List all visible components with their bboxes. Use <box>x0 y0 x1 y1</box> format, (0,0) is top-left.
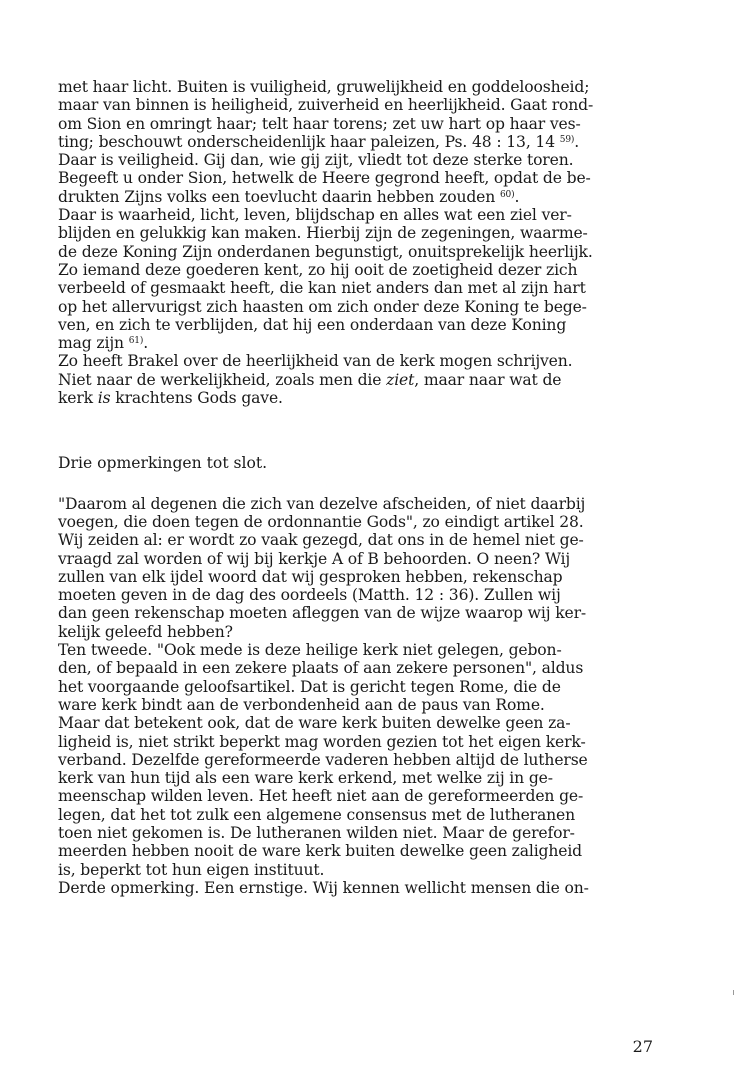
section-spacer <box>58 473 698 495</box>
footnote-ref-61: 61) <box>128 336 144 347</box>
emphasis-ziet: ziet <box>386 370 415 389</box>
text-line: verbeeld of gesmaakt heeft, die kan niet anders dan met al zijn hart <box>58 279 586 298</box>
text-line: toen niet gekomen is. De lutheranen wilden niet. Maar de gerefor- <box>58 823 575 842</box>
text-line: ven, en zich te verblijden, dat hij een onderdaan van deze Koning <box>58 315 567 334</box>
text-line: is, beperkt tot hun eigen instituut. <box>58 860 325 879</box>
text-line: zullen van elk ijdel woord dat wij gesproken hebben, rekenschap <box>58 567 563 586</box>
footnote-ref-59: 59) <box>559 134 575 145</box>
text-segment: . <box>574 132 580 151</box>
page-body <box>58 78 698 897</box>
text-line <box>58 334 698 352</box>
section-spacer <box>58 407 698 454</box>
text-line <box>58 133 698 151</box>
text-line: meerden hebben nooit de ware kerk buiten dewelke geen zaligheid <box>58 842 583 861</box>
text-segment: mag zijn <box>58 334 124 353</box>
text-line <box>58 389 698 407</box>
emphasis-is: is <box>97 389 111 408</box>
text-line: ligheid is, niet strikt beperkt mag worden gezien tot het eigen kerk- <box>58 732 586 751</box>
text-line: kerk van hun tijd als een ware kerk erkend, met welke zij in ge- <box>58 769 553 788</box>
text-segment: kerk <box>58 389 98 408</box>
text-line: blijden en gelukkig kan maken. Hierbij zijn de zegeningen, waarme- <box>58 224 588 243</box>
page-number: 27 <box>632 1037 653 1056</box>
text-segment: drukten Zijns volks een toevlucht daarin hebben zouden <box>58 187 496 206</box>
text-segment: krachtens Gods gave. <box>110 389 283 408</box>
text-segment: , maar naar wat de <box>414 370 562 389</box>
text-line: verband. Dezelfde gereformeerde vaderen hebben altijd de lutherse <box>58 750 588 769</box>
text-line: Maar dat betekent ook, dat de ware kerk buiten dewelke geen za- <box>58 714 571 733</box>
text-line: het voorgaande geloofsartikel. Dat is gericht tegen Rome, die de <box>58 677 561 696</box>
text-line: ware kerk bindt aan de verbondenheid aan de paus van Rome. <box>58 695 545 714</box>
paragraph-remarks <box>58 495 698 898</box>
text-segment: . <box>143 334 149 353</box>
text-line: dan geen rekenschap moeten afleggen van de wijze waarop wij ker- <box>58 604 587 623</box>
text-line <box>58 188 698 206</box>
text-line: Daar is veiligheid. Gij dan, wie gij zijt, vliedt tot deze sterke toren. <box>58 151 574 170</box>
text-line: voegen, die doen tegen de ordonnantie Gods", zo eindigt artikel 28. <box>58 512 584 531</box>
text-line: Begeeft u onder Sion, hetwelk de Heere gegrond heeft, opdat de be- <box>58 169 591 188</box>
text-line: "Daarom al degenen die zich van dezelve afscheiden, of niet daarbij <box>58 494 586 513</box>
text-line: legen, dat het tot zulk een algemene consensus met de lutheranen <box>58 805 575 824</box>
text-line: om Sion en omringt haar; telt haar torens; zet uw hart op haar ves- <box>58 114 581 133</box>
text-line: Zo iemand deze goederen kent, zo hij ooit de zoetigheid dezer zich <box>58 260 578 279</box>
text-line: de deze Koning Zijn onderdanen begunstigt, onuitsprekelijk heerlijk. <box>58 242 593 261</box>
text-line: meenschap wilden leven. Het heeft niet aan de gereformeerden ge- <box>58 787 584 806</box>
text-segment: ting; beschouwt onderscheidenlijk haar paleizen, Ps. 48 : 13, 14 <box>58 132 555 151</box>
text-line: Ten tweede. "Ook mede is deze heilige kerk niet gelegen, gebon- <box>58 641 562 660</box>
text-segment: Niet naar de werkelijkheid, zoals men die <box>58 370 387 389</box>
text-line: op het allervurigst zich haasten om zich onder deze Koning te bege- <box>58 297 587 316</box>
paragraph-brakel-quote <box>58 78 698 407</box>
text-line: Daar is waarheid, licht, leven, blijdschap en alles wat een ziel ver- <box>58 206 572 225</box>
text-segment: . <box>514 187 520 206</box>
text-line: Wij zeiden al: er wordt zo vaak gezegd, dat ons in de hemel niet ge- <box>58 531 584 550</box>
text-line: den, of bepaald in een zekere plaats of aan zekere personen", aldus <box>58 659 584 678</box>
text-line: met haar licht. Buiten is vuiligheid, gruwelijkheid en goddeloosheid; <box>58 78 590 96</box>
text-line: maar van binnen is heiligheid, zuiverheid en heerlijkheid. Gaat rond- <box>58 96 594 115</box>
text-line: Zo heeft Brakel over de heerlijkheid van de kerk mogen schrijven. <box>58 352 573 371</box>
text-line <box>58 371 698 389</box>
section-heading: Drie opmerkingen tot slot. <box>58 454 268 473</box>
text-line: Derde opmerking. Een ernstige. Wij kennen wellicht mensen die on- <box>58 878 589 897</box>
text-line: moeten geven in de dag des oordeels (Matth. 12 : 36). Zullen wij <box>58 586 561 605</box>
scan-edge-mark <box>733 990 734 995</box>
footnote-ref-60: 60) <box>499 189 515 200</box>
text-line: vraagd zal worden of wij bij kerkje A of B behoorden. O neen? Wij <box>58 549 571 568</box>
text-line: kelijk geleefd hebben? <box>58 622 233 641</box>
